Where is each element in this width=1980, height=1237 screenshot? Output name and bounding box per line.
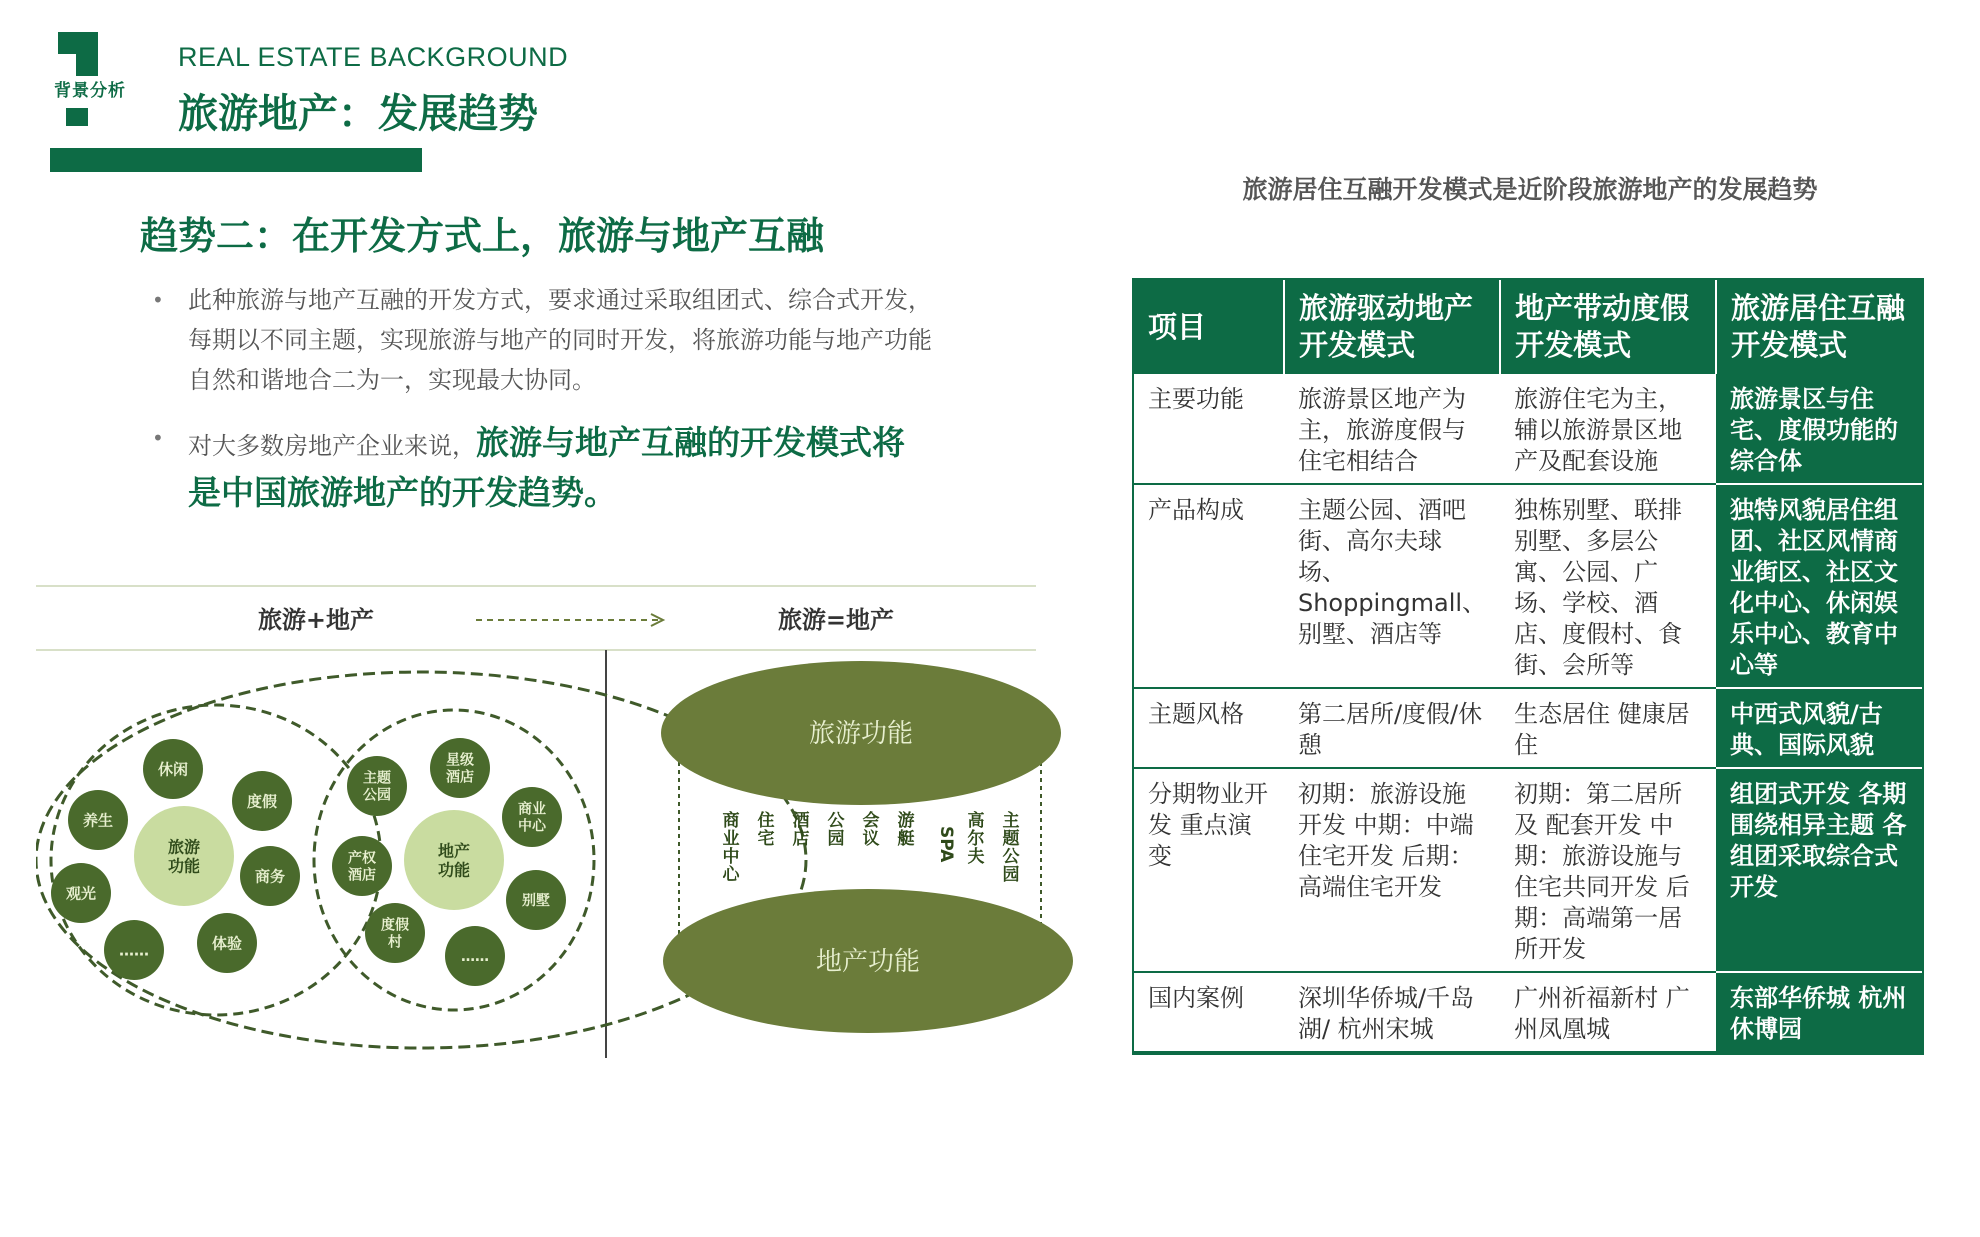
table-cell-highlight: 东部华侨城 杭州休博园 xyxy=(1716,972,1922,1052)
left-function-cluster xyxy=(51,739,300,980)
trend-heading: 趋势二：在开发方式上，旅游与地产互融 xyxy=(140,214,825,258)
table-cell: 主题公园、酒吧街、高尔夫球场、Shoppingmall、别墅、酒店等 xyxy=(1284,484,1500,688)
left-item-bubble xyxy=(197,913,257,973)
left-center-bubble-label: 旅游 xyxy=(167,837,201,857)
right-item-bubble-label: 主题 xyxy=(363,770,391,787)
right-item-bubble-label: 商业 xyxy=(518,801,546,818)
right-item-bubble-label: 产权 xyxy=(348,850,376,867)
left-item-bubble-label: 养生 xyxy=(82,811,114,830)
table-title: 旅游居住互融开发模式是近阶段旅游地产的发展趋势 xyxy=(1242,175,1818,204)
table-row xyxy=(1134,484,1922,688)
table-row xyxy=(1134,688,1922,768)
right-center-bubble-label: 功能 xyxy=(437,860,471,880)
bullet-text: 此种旅游与地产互融的开发方式，要求通过采取组团式、综合式开发，每期以不同主题，实现旅游与地产的同时开发，将旅游功能与地产功能自然和谐地合二为一，实现最大协同。 xyxy=(188,286,932,394)
left-item-bubble xyxy=(104,920,164,980)
table-cell: 初期：第二居所及 配套开发 中期：旅游设施与住宅共同开发 后期：高端第一居所开发 xyxy=(1500,768,1716,972)
right-item-bubble-label: 别墅 xyxy=(522,893,550,910)
table-cell: 国内案例 xyxy=(1134,972,1284,1052)
right-item-bubble-label: 星级 xyxy=(446,752,474,769)
right-item-bubble xyxy=(445,926,505,986)
right-item-bubble xyxy=(502,787,562,847)
header-cell: 项目 xyxy=(1134,280,1284,374)
left-item-bubble xyxy=(232,771,292,831)
left-item-bubble xyxy=(240,846,300,906)
table-cell-highlight: 中西式风貌/古典、国际风貌 xyxy=(1716,688,1922,768)
table-cell: 独栋别墅、联排别墅、多层公寓、公园、广场、学校、酒店、度假村、食街、会所等 xyxy=(1500,484,1716,688)
bullet-item-2 xyxy=(152,418,932,518)
table-cell: 生态居住 健康居住 xyxy=(1500,688,1716,768)
cylinder-label: 公园 xyxy=(827,811,845,849)
table-row xyxy=(1134,374,1922,484)
right-item-bubble-label: 度假 xyxy=(381,917,409,934)
table-header-row xyxy=(1134,280,1922,374)
table-cell: 第二居所/度假/休憩 xyxy=(1284,688,1500,768)
bullet-prefix: 对大多数房地产企业来说， xyxy=(188,432,476,460)
cylinder-label: 高尔夫 xyxy=(967,811,985,867)
cylinder-label: 住宅 xyxy=(757,811,775,849)
cylinder-label: 商业中心 xyxy=(722,811,740,885)
table-cell: 广州祈福新村 广州凤凰城 xyxy=(1500,972,1716,1052)
comparison-table-frame xyxy=(1132,278,1924,1055)
table-cell: 分期物业开发 重点演变 xyxy=(1134,768,1284,972)
table-cell-highlight: 旅游景区与住宅、度假功能的综合体 xyxy=(1716,374,1922,484)
right-item-bubble-label: 村 xyxy=(388,934,402,951)
bullet-item-1 xyxy=(152,280,932,400)
table-cell: 旅游景区地产为主，旅游度假与住宅相结合 xyxy=(1284,374,1500,484)
right-item-bubble-label: 公园 xyxy=(363,787,391,804)
table-cell: 主题风格 xyxy=(1134,688,1284,768)
english-title: REAL ESTATE BACKGROUND xyxy=(178,42,569,72)
right-center-bubble xyxy=(404,810,504,910)
right-item-bubble xyxy=(506,870,566,930)
left-item-bubble xyxy=(68,790,128,850)
comparison-table xyxy=(1134,280,1922,1053)
left-item-bubble xyxy=(143,739,203,799)
header-cell: 旅游驱动地产开发模式 xyxy=(1284,280,1500,374)
bullet-highlight: 旅游与地产互融的开发模式将是中国旅游地产的开发趋势。 xyxy=(188,423,905,512)
cylinder-label: 游艇 xyxy=(897,811,915,849)
cylinder-vertical-labels xyxy=(723,810,1020,885)
cylinder-label: 酒店 xyxy=(792,811,810,849)
right-item-bubble xyxy=(430,738,490,798)
left-diagram-title: 旅游+地产 xyxy=(257,606,375,634)
left-center-bubble xyxy=(134,806,234,906)
cylinder-label: 会议 xyxy=(862,811,880,849)
left-item-bubble-label: 体验 xyxy=(211,934,243,953)
left-item-bubble-label: …… xyxy=(119,941,149,960)
right-item-bubble-label: 酒店 xyxy=(348,867,376,884)
table-row xyxy=(1134,768,1922,972)
left-item-bubble-label: 度假 xyxy=(246,792,278,811)
right-item-bubble xyxy=(365,903,425,963)
tourism-realestate-diagram xyxy=(36,578,1096,1068)
left-item-bubble-label: 观光 xyxy=(65,884,97,903)
table-cell: 初期：旅游设施开发 中期：中端住宅开发 后期：高端住宅开发 xyxy=(1284,768,1500,972)
header-cell: 地产带动度假开发模式 xyxy=(1500,280,1716,374)
table-cell-highlight: 组团式开发 各期围绕相异主题 各组团采取综合式开发 xyxy=(1716,768,1922,972)
section-label: 背景分析 xyxy=(52,76,128,101)
right-item-bubble-label: …… xyxy=(461,949,489,966)
cylinder-label: 主题公园 xyxy=(1002,811,1020,885)
bullet-dot-icon: • xyxy=(152,288,164,312)
left-item-bubble xyxy=(51,863,111,923)
table-cell: 深圳华侨城/千岛湖/ 杭州宋城 xyxy=(1284,972,1500,1052)
left-center-bubble-label: 功能 xyxy=(167,856,201,876)
cylinder-bottom-label: 地产功能 xyxy=(815,947,921,977)
right-center-bubble-label: 地产 xyxy=(437,841,471,861)
bullet-dot-icon: • xyxy=(152,426,164,450)
header-cell: 旅游居住互融 开发模式 xyxy=(1716,280,1922,374)
right-item-bubble xyxy=(332,836,392,896)
table-cell: 主要功能 xyxy=(1134,374,1284,484)
table-row xyxy=(1134,972,1922,1052)
right-item-bubble-label: 中心 xyxy=(518,818,546,835)
right-item-bubble-label: 酒店 xyxy=(446,769,474,786)
cylinder-top-label: 旅游功能 xyxy=(808,719,914,749)
right-diagram-title: 旅游=地产 xyxy=(777,606,895,634)
bullet-text xyxy=(152,418,932,518)
table-cell: 旅游住宅为主，辅以旅游景区地产及配套设施 xyxy=(1500,374,1716,484)
cylinder-label: SPA xyxy=(936,826,956,863)
table-cell-highlight: 独特风貌居住组团、社区风情商业街区、社区文化中心、休闲娱乐中心、教育中心等 xyxy=(1716,484,1922,688)
right-item-bubble xyxy=(347,756,407,816)
right-function-cluster xyxy=(332,738,566,986)
page-title: 旅游地产：发展趋势 xyxy=(178,91,538,137)
left-item-bubble-label: 休闲 xyxy=(157,760,189,779)
left-item-bubble-label: 商务 xyxy=(254,867,286,886)
table-cell: 产品构成 xyxy=(1134,484,1284,688)
title-underline-bar xyxy=(50,148,422,172)
